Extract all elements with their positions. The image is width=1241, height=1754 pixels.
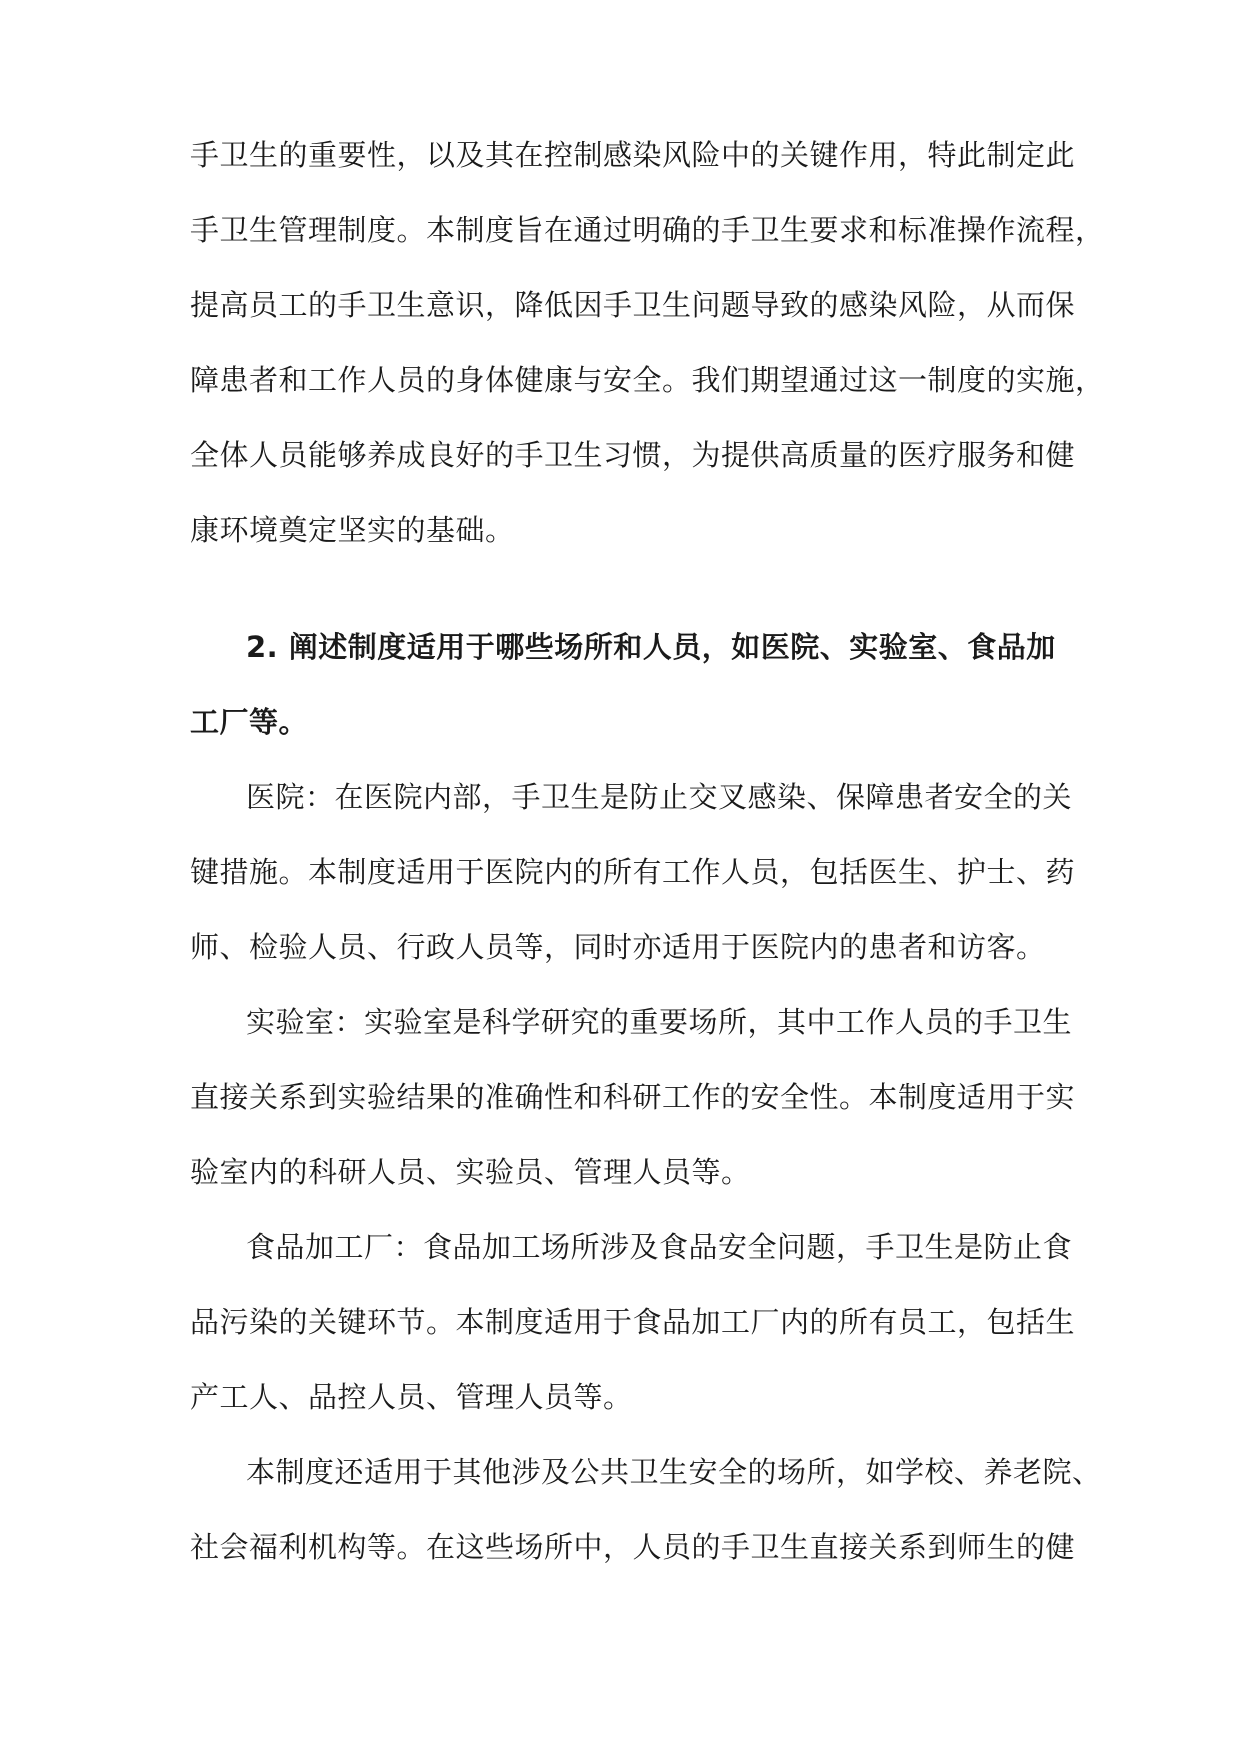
paragraph-line: 医院：在医院内部，手卫生是防止交叉感染、保障患者安全的关 <box>246 780 1073 814</box>
section-heading-continued: 工厂等。 <box>190 705 309 739</box>
paragraph-line: 康环境奠定坚实的基础。 <box>190 513 515 547</box>
paragraph-line: 障患者和工作人员的身体健康与安全。我们期望通过这一制度的实施， <box>190 363 1105 397</box>
paragraph-line: 手卫生的重要性，以及其在控制感染风险中的关键作用，特此制定此 <box>190 138 1076 172</box>
paragraph-line: 品污染的关键环节。本制度适用于食品加工厂内的所有员工，包括生 <box>190 1305 1076 1339</box>
paragraph-line: 提高员工的手卫生意识，降低因手卫生问题导致的感染风险，从而保 <box>190 288 1076 322</box>
paragraph-line: 产工人、品控人员、管理人员等。 <box>190 1380 633 1414</box>
paragraph-line: 食品加工厂：食品加工场所涉及食品安全问题，手卫生是防止食 <box>246 1230 1073 1264</box>
paragraph-line: 本制度还适用于其他涉及公共卫生安全的场所，如学校、养老院、 <box>246 1455 1102 1489</box>
section-heading: 2. 阐述制度适用于哪些场所和人员，如医院、实验室、食品加 <box>246 630 1056 664</box>
paragraph-line: 手卫生管理制度。本制度旨在通过明确的手卫生要求和标准操作流程， <box>190 213 1105 247</box>
paragraph-line: 师、检验人员、行政人员等，同时亦适用于医院内的患者和访客。 <box>190 930 1046 964</box>
paragraph-line: 社会福利机构等。在这些场所中，人员的手卫生直接关系到师生的健 <box>190 1530 1076 1564</box>
paragraph-line: 实验室：实验室是科学研究的重要场所，其中工作人员的手卫生 <box>246 1005 1073 1039</box>
paragraph-line: 验室内的科研人员、实验员、管理人员等。 <box>190 1155 751 1189</box>
paragraph-line: 直接关系到实验结果的准确性和科研工作的安全性。本制度适用于实 <box>190 1080 1076 1114</box>
paragraph-line: 键措施。本制度适用于医院内的所有工作人员，包括医生、护士、药 <box>190 855 1076 889</box>
paragraph-line: 全体人员能够养成良好的手卫生习惯，为提供高质量的医疗服务和健 <box>190 438 1076 472</box>
